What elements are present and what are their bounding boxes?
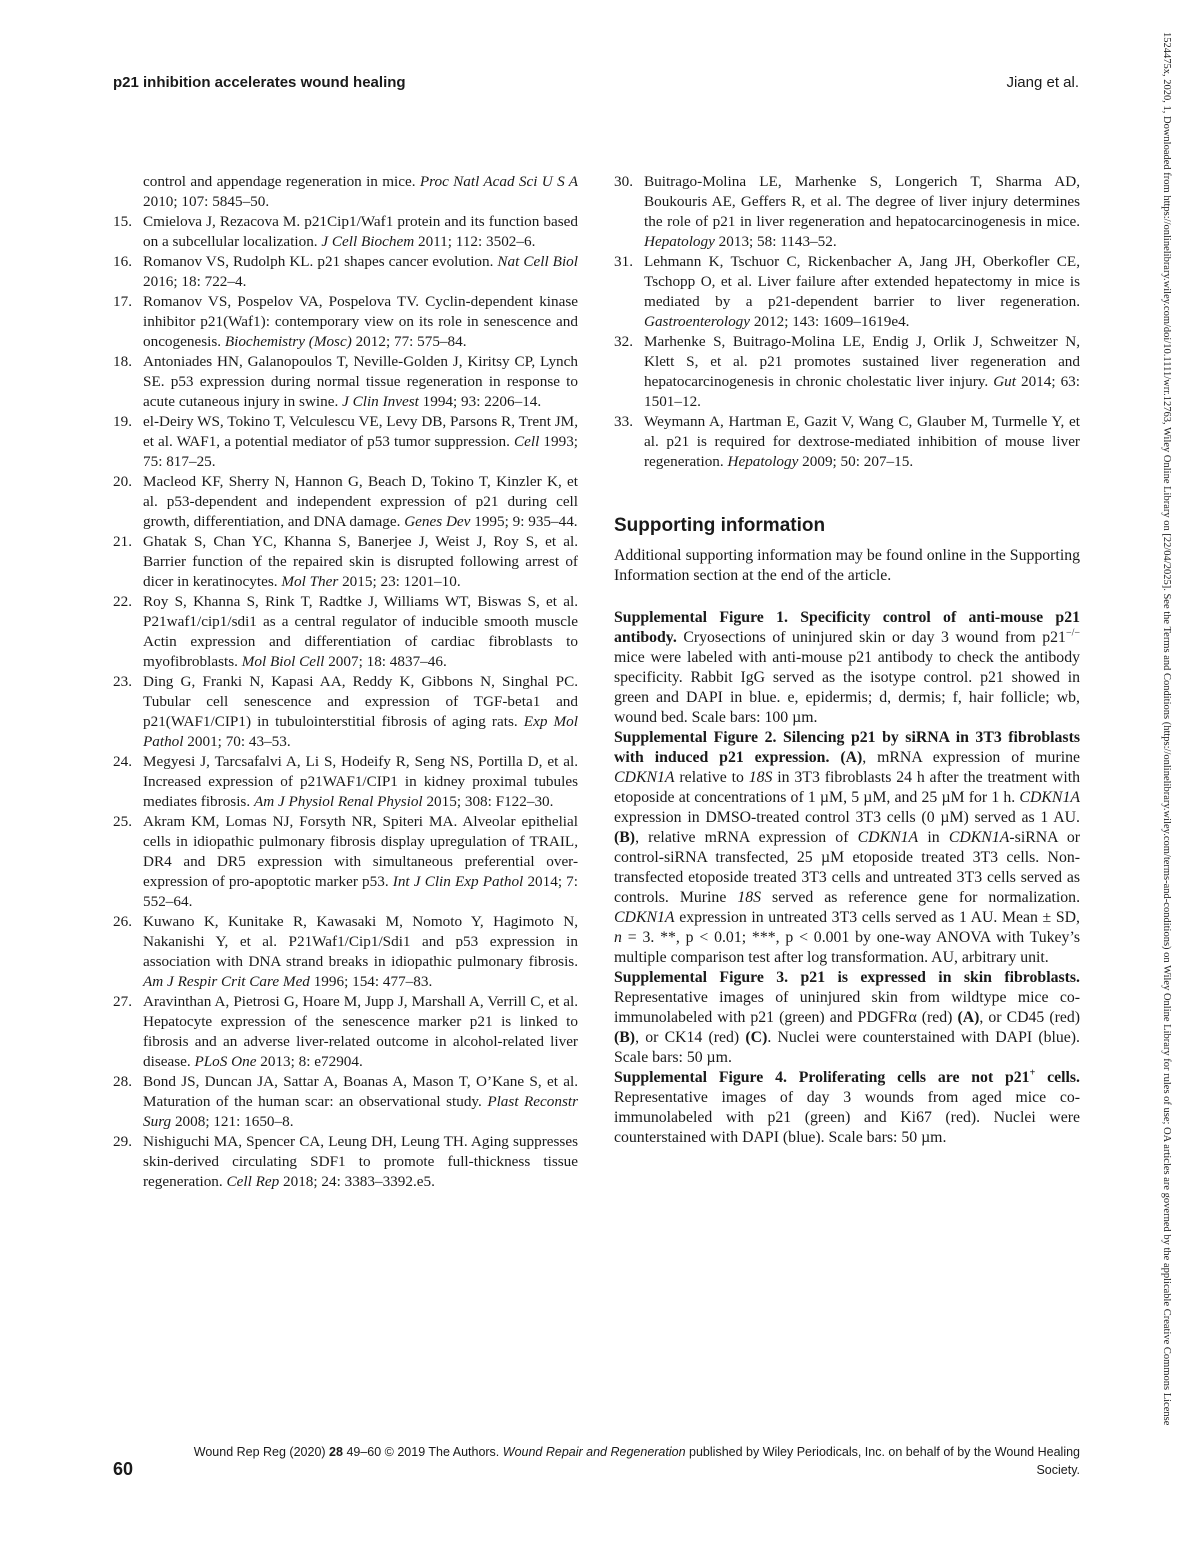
reference-number: 20. (113, 473, 132, 490)
reference-text: Kuwano K, Kunitake R, Kawasaki M, Nomoto Y, Hagimoto N, Nakanishi Y, et al. P21Waf1/Cip1/Sdi1 and p53 expression in association with DNA strand breaks in idiopathic pulmonary fibrosis. (143, 913, 578, 970)
reference-number: 19. (113, 413, 132, 430)
text: served as reference gene for normalization. (772, 889, 1081, 906)
reference-journal: Am J Physiol Renal Physiol (253, 793, 423, 810)
reference-journal: Mol Ther (281, 573, 339, 590)
reference-body (143, 532, 578, 592)
reference-journal: Biochemistry (Mosc) (224, 333, 352, 350)
superscript: + (1029, 1067, 1036, 1079)
panel-label: (A) (840, 749, 863, 766)
reference-body (143, 352, 578, 412)
text: in 3T3 fibroblasts 24 h after the treatment with etoposide at concentrations of 1 µM, 5 µM, and 25 µM for 1 h. (614, 769, 1081, 806)
gene-name: 18S (737, 889, 762, 906)
reference-item (113, 752, 578, 812)
reference-item (113, 352, 578, 412)
supp-fig1-text: Cryosections of uninjured skin or day 3 wound from p21 (683, 629, 1066, 646)
reference-item (113, 912, 578, 992)
text: , or CD45 (red) (979, 1009, 1081, 1026)
panel-label: (B) (614, 829, 636, 846)
gene-name: CDKN1A (857, 829, 919, 846)
text: . Nuclei were counterstained with DAPI (blue). Scale bars: 50 µm. (614, 1029, 1081, 1066)
reference-citation: 2014; 7: 552–64. (143, 873, 578, 910)
supp-fig3-title: Supplemental Figure 3. p21 is expressed in skin fibroblasts. (614, 969, 1080, 986)
text: cells. (1047, 1069, 1080, 1086)
reference-text: Akram KM, Lomas NJ, Forsyth NR, Spiteri MA. Alveolar epithelial cells in idiopathic pulmonary fibrosis display upregulation of TRAIL, DR4 and DR5 expression with simultaneous preferential over-expression of pro-apoptotic marker p53. (143, 813, 578, 890)
supp-fig1-text: mice were labeled with anti-mouse p21 antibody to check the antibody specificity. Rabbit IgG served as the isotype control. p21 showed in green and DAPI in blue. e, epidermis; d, dermis; f, hair follicle; wb, wound bed. Scale bars: 100 µm. (614, 649, 1080, 726)
page-number: 60 (113, 1459, 134, 1479)
reference-item (113, 1072, 578, 1132)
text: Supplemental Figure 4. Proliferating cells are not p21 (614, 1069, 1030, 1086)
reference-item (614, 172, 1080, 252)
reference-text: Lehmann K, Tschuor C, Rickenbacher A, Jang JH, Oberkofler CE, Tschopp O, et al. Liver failure after extended hepatectomy in mice is mediated by a p21-dependent barrier to liver regeneration. (644, 253, 1080, 310)
reference-text: Nishiguchi MA, Spencer CA, Leung DH, Leung TH. Aging suppresses skin-derived circulating SDF1 to promote full-thickness tissue regeneration. (143, 1133, 578, 1190)
reference-text: Macleod KF, Sherry N, Hannon G, Beach D, Tokino T, Kinzler K, et al. p53-dependent and independent expression of p21 during cell growth, differentiation, and DNA damage. (143, 473, 578, 530)
reference-number: 33. (614, 413, 633, 430)
reference-number: 15. (113, 213, 132, 230)
reference-item (113, 592, 578, 672)
reference-citation: 2009; 50: 207–15. (802, 453, 914, 470)
reference-item (113, 212, 578, 252)
reference-text: Romanov VS, Pospelov VA, Pospelova TV. Cyclin-dependent kinase inhibitor p21(Waf1): contemporary view on its role in senescence and oncogenesis. (143, 293, 578, 350)
reference-item (113, 992, 578, 1072)
reference-number: 26. (113, 913, 132, 930)
reference-text: Romanov VS, Rudolph KL. p21 shapes cancer evolution. (143, 253, 494, 270)
text: -siRNA or control-siRNA transfected, 25 µM etoposide treated 3T3 cells. Non-transfected etoposide treated 3T3 cells and untreated 3T3 cells served as controls. Murine (614, 829, 1080, 906)
supp-fig4-title (614, 1069, 1080, 1086)
reference-text: Ghatak S, Chan YC, Khanna S, Banerjee J, Weist J, Roy S, et al. Barrier function of the repaired skin is disrupted following arrest of dicer in keratinocytes. (143, 533, 578, 590)
reference-citation: 1995; 9: 935–44. (474, 513, 578, 530)
text: , mRNA expression of murine (862, 749, 1081, 766)
supp-fig2-title: Supplemental Figure 2. Silencing p21 by siRNA in 3T3 fibroblasts with induced p21 expression. (614, 729, 1080, 766)
reference-citation: 2011; 112: 3502–6. (417, 233, 536, 250)
reference-body (143, 752, 578, 812)
reference-item (614, 412, 1080, 472)
reference-item (614, 332, 1080, 412)
text: in (927, 829, 940, 846)
text: expression in untreated 3T3 cells served as 1 AU. Mean ± SD, (679, 909, 1080, 926)
reference-citation: 2010; 107: 5845–50. (143, 193, 270, 210)
reference-body (143, 912, 578, 992)
reference-text: Buitrago-Molina LE, Marhenke S, Longerich T, Sharma AD, Boukouris AE, Geffers R, et al. The degree of liver injury determines the role of p21 in liver regeneration and hepatocarcinogenesis in mice. (644, 173, 1080, 230)
reference-body (143, 672, 578, 752)
reference-citation: 1993; 75: 817–25. (143, 433, 579, 470)
reference-journal: Int J Clin Exp Pathol (392, 873, 524, 890)
reference-journal: J Cell Biochem (321, 233, 415, 250)
reference-body (644, 332, 1080, 412)
running-title: p21 inhibition accelerates wound healing (113, 74, 406, 91)
reference-body (143, 172, 578, 212)
text: Wound Rep Reg (2020) (193, 1445, 326, 1459)
reference-body (143, 1132, 578, 1192)
reference-item (113, 292, 578, 352)
text: published by Wiley Periodicals, Inc. on behalf of by the Wound Healing Society. (689, 1445, 1080, 1477)
panel-label: (B) (614, 1029, 636, 1046)
supplemental-figure-1 (614, 608, 1080, 728)
reference-body (143, 592, 578, 672)
panel-label: (A) (957, 1009, 980, 1026)
reference-text: el-Deiry WS, Tokino T, Velculescu VE, Levy DB, Parsons R, Trent JM, et al. WAF1, a potential mediator of p53 tumor suppression. (143, 413, 578, 450)
references-left-column (113, 172, 578, 1192)
reference-number: 23. (113, 673, 132, 690)
text: Representative images of uninjured skin from wildtype mice co-immunolabeled with p21 (green) and PDGFRα (red) (614, 989, 1080, 1026)
reference-text: Ding G, Franki N, Kapasi AA, Reddy K, Gibbons N, Singhal PC. Tubular cell senescence and expression of TGF-beta1 and p21(WAF1/CIP1) in tubulointerstitial fibrosis of aging rats. (143, 673, 578, 730)
reference-journal: Gastroenterology (644, 313, 751, 330)
reference-body (143, 992, 578, 1072)
supplemental-figure-2 (614, 728, 1080, 968)
reference-item (113, 532, 578, 592)
reference-citation: 2015; 23: 1201–10. (342, 573, 461, 590)
reference-body (644, 172, 1080, 252)
reference-number: 32. (614, 333, 633, 350)
reference-text: Antoniades HN, Galanopoulos T, Neville-Golden J, Kiritsy CP, Lynch SE. p53 expression during normal tissue regeneration in response to acute cutaneous injury in swine. (143, 353, 578, 410)
reference-body (143, 212, 578, 252)
supplemental-figure-4 (614, 1068, 1080, 1148)
reference-number: 21. (113, 533, 132, 550)
gene-name: CDKN1A (948, 829, 1010, 846)
reference-item (113, 252, 578, 292)
supplemental-figure-3 (614, 968, 1080, 1068)
variable: n (614, 929, 622, 946)
references-right-list (614, 172, 1080, 472)
reference-body (644, 412, 1080, 472)
reference-journal: Hepatology (727, 453, 799, 470)
section-heading-supporting-information: Supporting information (614, 515, 826, 536)
reference-number: 16. (113, 253, 132, 270)
reference-journal: Exp Mol Pathol (143, 713, 579, 750)
panel-label: (C) (745, 1029, 768, 1046)
reference-item (113, 172, 578, 212)
reference-citation: 2016; 18: 722–4. (143, 273, 247, 290)
reference-journal: Mol Biol Cell (241, 653, 325, 670)
reference-text: Bond JS, Duncan JA, Sattar A, Boanas A, Mason T, O’Kane S, et al. Maturation of the human scar: an observational study. (143, 1073, 578, 1110)
reference-journal: Plast Reconstr Surg (143, 1093, 578, 1130)
reference-journal: Am J Respir Crit Care Med (143, 973, 310, 990)
text: relative to (679, 769, 744, 786)
text: expression in DMSO-treated control 3T3 cells (0 µM) served as 1 AU. (614, 809, 1080, 826)
reference-citation: 2008; 121: 1650–8. (174, 1113, 294, 1130)
text: Representative images of day 3 wounds from aged mice co-immunolabeled with p21 (green) and Ki67 (red). Nuclei were counterstained with DAPI (blue). Scale bars: 50 µm. (614, 1089, 1080, 1146)
reference-item (113, 812, 578, 912)
reference-body (143, 1072, 578, 1132)
superscript: −/− (1065, 627, 1080, 639)
reference-number: 30. (614, 173, 633, 190)
reference-text: Cmielova J, Rezacova M. p21Cip1/Waf1 protein and its function based on a subcellular localization. (143, 213, 578, 250)
reference-number: 31. (614, 253, 633, 270)
reference-item (113, 412, 578, 472)
reference-citation: 2014; 63: 1501–12. (644, 373, 1080, 410)
gene-name: CDKN1A (614, 909, 675, 926)
reference-citation: 2013; 8: e72904. (260, 1053, 363, 1070)
reference-citation: 2012; 77: 575–84. (355, 333, 467, 350)
reference-number: 17. (113, 293, 132, 310)
reference-number: 22. (113, 593, 132, 610)
text: 49–60 © 2019 The Authors. (346, 1445, 500, 1459)
reference-journal: Cell (513, 433, 540, 450)
reference-number: 25. (113, 813, 132, 830)
reference-citation: 2012; 143: 1609–1619e4. (753, 313, 910, 330)
reference-journal: Nat Cell Biol (497, 253, 578, 270)
reference-journal: Genes Dev (404, 513, 471, 530)
reference-body (644, 252, 1080, 332)
reference-body (143, 252, 578, 292)
reference-journal: J Clin Invest (342, 393, 419, 410)
reference-journal: Proc Natl Acad Sci U S A (419, 173, 579, 190)
reference-item (113, 472, 578, 532)
reference-number: 29. (113, 1133, 132, 1150)
reference-journal: PLoS One (194, 1053, 257, 1070)
gene-name: 18S (748, 769, 773, 786)
reference-citation: 2013; 58: 1143–52. (718, 233, 837, 250)
reference-text: Weymann A, Hartman E, Gazit V, Wang C, Glauber M, Turmelle Y, et al. p21 is required for dextrose-mediated inhibition of mouse liver regeneration. (644, 413, 1080, 470)
reference-text: Marhenke S, Buitrago-Molina LE, Endig J, Orlik J, Schweitzer N, Klett S, et al. p21 promotes sustained liver regeneration and hepatocarcinogenesis in chronic cholestatic liver injury. (644, 333, 1080, 390)
reference-text: Aravinthan A, Pietrosi G, Hoare M, Jupp J, Marshall A, Verrill C, et al. Hepatocyte expression of the senescence marker p21 is linked to fibrosis and an adverse liver-related outcome in alcohol-related liver disease. (143, 993, 578, 1070)
reference-body (143, 812, 578, 912)
text: , or CK14 (red) (635, 1029, 740, 1046)
reference-journal: Cell Rep (226, 1173, 280, 1190)
supp-fig1-title: Supplemental Figure 1. Specificity control of anti-mouse p21 antibody. (614, 609, 1080, 646)
reference-citation: 2001; 70: 43–53. (187, 733, 291, 750)
gene-name: CDKN1A (614, 769, 675, 786)
reference-number: 28. (113, 1073, 132, 1090)
reference-text: Roy S, Khanna S, Rink T, Radtke J, Williams WT, Biswas S, et al. P21waf1/cip1/sdi1 as a central regulator of inducible smooth muscle Actin expression and differentiation of cardiac fibroblasts to myofibroblasts. (143, 593, 578, 670)
text: , relative mRNA expression of (635, 829, 849, 846)
supporting-intro: Additional supporting information may be found online in the Supporting Information section at the end of the article. (614, 547, 1080, 584)
reference-text: control and appendage regeneration in mice. (143, 173, 416, 190)
reference-journal: Gut (993, 373, 1016, 390)
right-column (614, 172, 1080, 1148)
gene-name: CDKN1A (1019, 789, 1080, 806)
reference-citation: 2007; 18: 4837–46. (328, 653, 447, 670)
reference-item (113, 1132, 578, 1192)
reference-text: Megyesi J, Tarcsafalvi A, Li S, Hodeify R, Seng NS, Portilla D, et al. Increased expression of p21WAF1/CIP1 in kidney proximal tubules mediates fibrosis. (143, 753, 578, 810)
footer-citation (165, 1443, 1080, 1479)
reference-body (143, 292, 578, 352)
reference-citation: 2018; 24: 3383–3392.e5. (283, 1173, 435, 1190)
download-notice: 1524475x, 2020, 1, Downloaded from https://onlinelibrary.wiley.com/doi/10.1111/wrr.12763, Wiley Online Library on [22/04/2025]. See the Terms and Conditions (https://onlinelibrary.wiley.com/terms-and-conditions) on Wiley Online Library for rules of use; OA articles are governed by the applicable Creative Commons License (1161, 32, 1172, 1426)
reference-number: 24. (113, 753, 132, 770)
reference-citation: 1994; 93: 2206–14. (422, 393, 542, 410)
reference-citation: 2015; 308: F122–30. (426, 793, 554, 810)
text: = 3. **, p < 0.01; ***, p < 0.001 by one-way ANOVA with Tukey’s multiple comparison test after log transformation. AU, arbitrary unit. (614, 929, 1080, 966)
reference-number: 18. (113, 353, 132, 370)
reference-journal: Hepatology (644, 233, 715, 250)
running-author: Jiang et al. (1006, 74, 1079, 91)
reference-body (143, 472, 578, 532)
reference-item (614, 252, 1080, 332)
volume: 28 (329, 1445, 343, 1459)
reference-item (113, 672, 578, 752)
reference-citation: 1996; 154: 477–83. (313, 973, 433, 990)
reference-number: 27. (113, 993, 132, 1010)
journal-name: Wound Repair and Regeneration (502, 1445, 686, 1459)
reference-body (143, 412, 578, 472)
